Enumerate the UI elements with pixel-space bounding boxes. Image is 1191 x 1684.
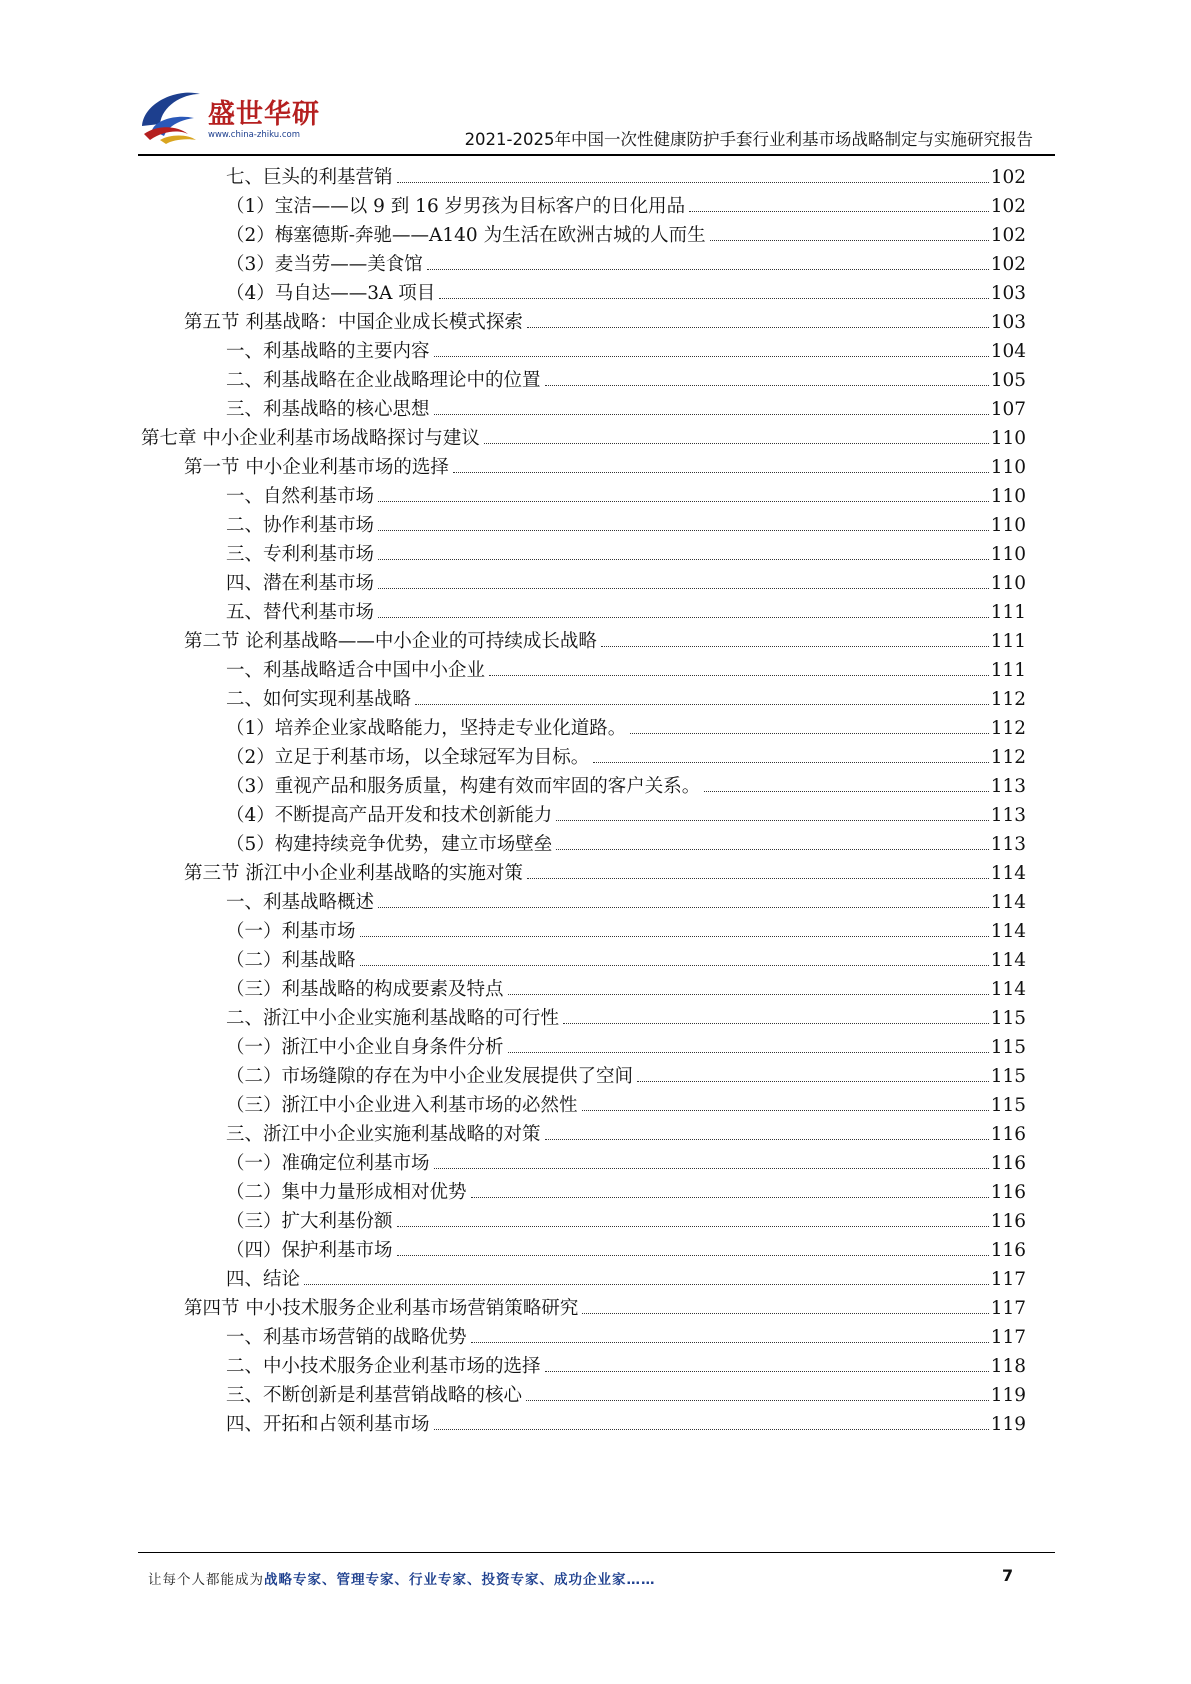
toc-dot-leader <box>637 1081 989 1082</box>
toc-entry-title: （一）利基市场 <box>226 921 356 942</box>
toc-entry-page: 113 <box>990 776 1026 797</box>
toc-entry[interactable] <box>226 1206 1026 1237</box>
toc-entry-page: 102 <box>990 196 1026 217</box>
toc-dot-leader <box>378 530 989 531</box>
toc-dot-leader <box>434 414 989 415</box>
toc-entry-page: 115 <box>990 1095 1026 1116</box>
toc-entry-page: 114 <box>990 950 1026 971</box>
toc-entry[interactable] <box>226 742 1026 773</box>
toc-entry[interactable] <box>226 1032 1026 1063</box>
logo-url: www.china-zhiku.com <box>208 130 300 140</box>
toc-entry-title: 二、浙江中小企业实施利基战略的可行性 <box>226 1008 560 1029</box>
toc-entry[interactable] <box>184 452 1026 483</box>
toc-dot-leader <box>710 240 989 241</box>
toc-entry[interactable] <box>226 1351 1026 1382</box>
toc-entry[interactable] <box>226 1264 1026 1295</box>
toc-entry[interactable] <box>226 887 1026 918</box>
toc-entry-title: 一、利基战略适合中国中小企业 <box>226 660 486 681</box>
toc-entry-page: 110 <box>990 573 1026 594</box>
toc-dot-leader <box>526 1400 989 1401</box>
toc-dot-leader <box>704 791 988 792</box>
toc-entry-title: （5）构建持续竞争优势，建立市场壁垒 <box>226 834 553 855</box>
toc-entry-title: 四、结论 <box>226 1269 301 1290</box>
toc-dot-leader <box>360 936 989 937</box>
toc-entry[interactable] <box>184 1293 1026 1324</box>
toc-entry-page: 102 <box>990 167 1026 188</box>
toc-entry[interactable] <box>226 510 1026 541</box>
toc-entry-title: （1）宝洁——以 9 到 16 岁男孩为目标客户的日化用品 <box>226 196 686 217</box>
toc-entry-page: 117 <box>990 1327 1026 1348</box>
toc-entry-title: （一）浙江中小企业自身条件分析 <box>226 1037 504 1058</box>
toc-entry[interactable] <box>226 278 1026 309</box>
toc-entry-page: 113 <box>990 805 1026 826</box>
toc-entry-page: 110 <box>990 515 1026 536</box>
toc-entry-title: 第四节 中小技术服务企业利基市场营销策略研究 <box>184 1298 579 1319</box>
toc-dot-leader <box>689 211 989 212</box>
toc-entry-title: 一、利基市场营销的战略优势 <box>226 1327 467 1348</box>
toc-entry-title: 七、巨头的利基营销 <box>226 167 393 188</box>
toc-entry-title: （二）利基战略 <box>226 950 356 971</box>
toc-entry-page: 112 <box>990 747 1026 768</box>
toc-dot-leader <box>397 182 989 183</box>
toc-dot-leader <box>415 704 989 705</box>
toc-entry-page: 116 <box>990 1240 1026 1261</box>
toc-entry[interactable] <box>226 684 1026 715</box>
toc-dot-leader <box>427 269 989 270</box>
toc-entry-page: 102 <box>990 254 1026 275</box>
toc-dot-leader <box>508 1052 989 1053</box>
toc-entry[interactable] <box>226 1148 1026 1179</box>
toc-dot-leader <box>527 878 989 879</box>
footer-slogan <box>148 1568 656 1588</box>
toc-entry-title: （2）梅塞德斯-奔驰——A140 为生活在欧洲古城的人而生 <box>226 225 706 246</box>
toc-dot-leader <box>489 675 989 676</box>
toc-entry[interactable] <box>226 394 1026 425</box>
toc-dot-leader <box>471 1342 989 1343</box>
toc-dot-leader <box>360 965 989 966</box>
toc-entry[interactable] <box>226 1409 1026 1440</box>
toc-dot-leader <box>582 1110 989 1111</box>
toc-dot-leader <box>630 733 988 734</box>
toc-entry[interactable] <box>141 423 1026 454</box>
toc-entry-page: 116 <box>990 1211 1026 1232</box>
header-divider <box>138 154 1055 156</box>
toc-entry-title: （3）麦当劳——美食馆 <box>226 254 423 275</box>
toc-entry-page: 114 <box>990 863 1026 884</box>
toc-entry-page: 116 <box>990 1124 1026 1145</box>
toc-entry[interactable] <box>226 336 1026 367</box>
toc-dot-leader <box>453 472 989 473</box>
toc-entry[interactable] <box>226 1090 1026 1121</box>
toc-entry-page: 116 <box>990 1182 1026 1203</box>
toc-entry-title: （二）市场缝隙的存在为中小企业发展提供了空间 <box>226 1066 634 1087</box>
toc-entry-page: 115 <box>990 1066 1026 1087</box>
toc-entry-title: 三、专利利基市场 <box>226 544 375 565</box>
toc-entry-title: （3）重视产品和服务质量，构建有效而牢固的客户关系。 <box>226 776 701 797</box>
toc-entry[interactable] <box>226 713 1026 744</box>
toc-entry-page: 102 <box>990 225 1026 246</box>
toc-entry-title: 一、利基战略的主要内容 <box>226 341 430 362</box>
toc-entry[interactable] <box>226 1380 1026 1411</box>
toc-entry-page: 104 <box>990 341 1026 362</box>
toc-dot-leader <box>397 1226 989 1227</box>
toc-entry-title: （4）马自达——3A 项目 <box>226 283 436 304</box>
toc-dot-leader <box>545 1139 989 1140</box>
toc-entry[interactable] <box>226 162 1026 193</box>
toc-dot-leader <box>593 762 988 763</box>
toc-entry-page: 117 <box>990 1269 1026 1290</box>
toc-dot-leader <box>439 298 988 299</box>
toc-entry-page: 103 <box>990 312 1026 333</box>
toc-entry-page: 110 <box>990 428 1026 449</box>
toc-entry-title: 五、替代利基市场 <box>226 602 375 623</box>
toc-entry-page: 114 <box>990 892 1026 913</box>
toc-entry-page: 107 <box>990 399 1026 420</box>
toc-entry[interactable] <box>226 539 1026 570</box>
toc-dot-leader <box>556 849 988 850</box>
toc-entry-title: 第二节 论利基战略——中小企业的可持续成长战略 <box>184 631 597 652</box>
toc-entry[interactable] <box>226 655 1026 686</box>
slogan-highlight: 战略专家、管理专家、行业专家、投资专家、成功企业家…… <box>264 1572 656 1588</box>
toc-entry-title: （三）浙江中小企业进入利基市场的必然性 <box>226 1095 578 1116</box>
footer-divider <box>138 1552 1055 1553</box>
logo-name: 盛世华研 <box>208 99 320 130</box>
toc-entry-title: （4）不断提高产品开发和技术创新能力 <box>226 805 553 826</box>
toc-entry-title: 二、如何实现利基战略 <box>226 689 412 710</box>
toc-dot-leader <box>397 1255 989 1256</box>
toc-dot-leader <box>527 327 989 328</box>
toc-entry[interactable] <box>226 365 1026 396</box>
toc-entry-page: 111 <box>990 631 1026 652</box>
toc-entry[interactable] <box>226 1235 1026 1266</box>
toc-entry-page: 114 <box>990 979 1026 1000</box>
toc-dot-leader <box>582 1313 988 1314</box>
toc-dot-leader <box>471 1197 989 1198</box>
toc-entry-title: 第一节 中小企业利基市场的选择 <box>184 457 449 478</box>
toc-entry-page: 110 <box>990 544 1026 565</box>
toc-entry-title: 三、利基战略的核心思想 <box>226 399 430 420</box>
toc-dot-leader <box>378 907 989 908</box>
report-title: 2021-2025年中国一次性健康防护手套行业利基市场战略制定与实施研究报告 <box>464 130 1033 149</box>
toc-entry-page: 112 <box>990 718 1026 739</box>
toc-entry[interactable] <box>226 829 1026 860</box>
toc-entry-page: 118 <box>990 1356 1026 1377</box>
toc-entry[interactable] <box>226 771 1026 802</box>
toc-entry-page: 114 <box>990 921 1026 942</box>
toc-entry-title: （四）保护利基市场 <box>226 1240 393 1261</box>
toc-entry-page: 116 <box>990 1153 1026 1174</box>
toc-entry-page: 119 <box>990 1385 1026 1406</box>
toc-entry[interactable] <box>226 800 1026 831</box>
slogan-prefix: 让每个人都能成为 <box>148 1572 264 1588</box>
toc-entry-page: 115 <box>990 1037 1026 1058</box>
toc-dot-leader <box>484 443 989 444</box>
toc-entry-title: 三、不断创新是利基营销战略的核心 <box>226 1385 523 1406</box>
toc-entry-title: （三）利基战略的构成要素及特点 <box>226 979 504 1000</box>
toc-entry-title: 第七章 中小企业利基市场战略探讨与建议 <box>141 428 480 449</box>
toc-entry[interactable] <box>226 1177 1026 1208</box>
toc-entry-title: 第三节 浙江中小企业利基战略的实施对策 <box>184 863 523 884</box>
toc-entry[interactable] <box>184 858 1026 889</box>
toc-dot-leader <box>378 617 989 618</box>
toc-entry-title: 二、协作利基市场 <box>226 515 375 536</box>
toc-entry[interactable] <box>226 249 1026 280</box>
toc-entry-title: 三、浙江中小企业实施利基战略的对策 <box>226 1124 541 1145</box>
toc-entry-title: 第五节 利基战略：中国企业成长模式探索 <box>184 312 523 333</box>
toc-dot-leader <box>378 588 989 589</box>
toc-entry-title: （一）准确定位利基市场 <box>226 1153 430 1174</box>
toc-entry-title: （二）集中力量形成相对优势 <box>226 1182 467 1203</box>
toc-dot-leader <box>601 646 989 647</box>
toc-entry-title: （1）培养企业家战略能力，坚持走专业化道路。 <box>226 718 627 739</box>
toc-entry-title: 二、中小技术服务企业利基市场的选择 <box>226 1356 541 1377</box>
toc-dot-leader <box>434 1168 989 1169</box>
toc-entry[interactable] <box>226 1061 1026 1092</box>
toc-entry[interactable] <box>226 974 1026 1005</box>
toc-entry-page: 117 <box>990 1298 1026 1319</box>
toc-entry-title: 一、利基战略概述 <box>226 892 375 913</box>
toc-dot-leader <box>378 501 989 502</box>
toc-entry-title: （三）扩大利基份额 <box>226 1211 393 1232</box>
toc-entry-page: 103 <box>990 283 1026 304</box>
page-number: 7 <box>1002 1566 1014 1585</box>
toc-entry-title: （2）立足于利基市场，以全球冠军为目标。 <box>226 747 590 768</box>
toc-dot-leader <box>556 820 988 821</box>
toc-entry[interactable] <box>226 597 1026 628</box>
toc-entry-page: 113 <box>990 834 1026 855</box>
toc-entry-page: 105 <box>990 370 1026 391</box>
toc-entry[interactable] <box>184 307 1026 338</box>
toc-entry[interactable] <box>226 481 1026 512</box>
toc-entry-title: 一、自然利基市场 <box>226 486 375 507</box>
toc-entry[interactable] <box>226 1322 1026 1353</box>
toc-entry-page: 115 <box>990 1008 1026 1029</box>
toc-entry-page: 119 <box>990 1414 1026 1435</box>
toc-dot-leader <box>434 1429 989 1430</box>
toc-entry-page: 110 <box>990 457 1026 478</box>
toc-entry-title: 四、潜在利基市场 <box>226 573 375 594</box>
toc-entry-page: 111 <box>990 602 1026 623</box>
toc-dot-leader <box>304 1284 989 1285</box>
toc-entry-page: 112 <box>990 689 1026 710</box>
toc-entry[interactable] <box>226 220 1026 251</box>
toc-entry[interactable] <box>226 945 1026 976</box>
toc-dot-leader <box>545 385 989 386</box>
toc-dot-leader <box>563 1023 989 1024</box>
toc-entry[interactable] <box>226 191 1026 222</box>
toc-entry[interactable] <box>226 1119 1026 1150</box>
toc-entry-title: 二、利基战略在企业战略理论中的位置 <box>226 370 541 391</box>
toc-entry[interactable] <box>226 916 1026 947</box>
toc-entry-page: 110 <box>990 486 1026 507</box>
toc-entry[interactable] <box>226 1003 1026 1034</box>
toc-dot-leader <box>545 1371 989 1372</box>
toc-dot-leader <box>434 356 989 357</box>
toc-entry-page: 111 <box>990 660 1026 681</box>
toc-entry[interactable] <box>184 626 1026 657</box>
toc-dot-leader <box>378 559 989 560</box>
toc-entry[interactable] <box>226 568 1026 599</box>
toc-dot-leader <box>508 994 989 995</box>
toc-entry-title: 四、开拓和占领利基市场 <box>226 1414 430 1435</box>
